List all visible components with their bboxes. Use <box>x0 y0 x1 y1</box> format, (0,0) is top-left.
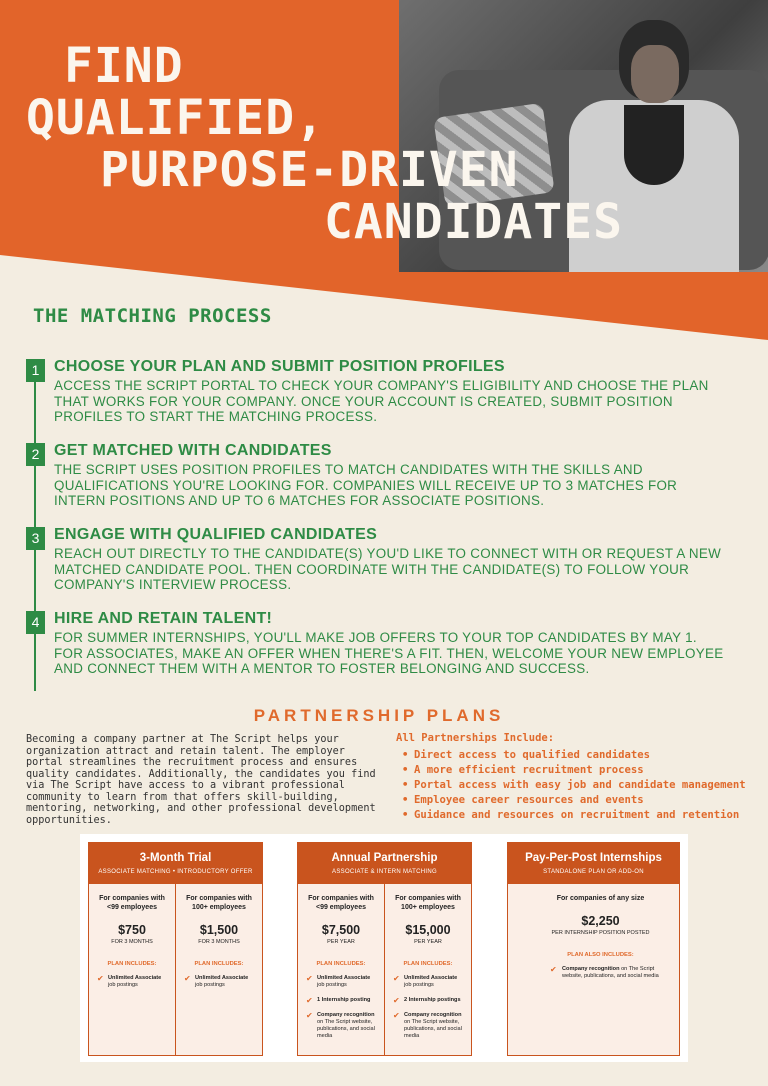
matching-process-title: THE MATCHING PROCESS <box>33 305 272 327</box>
plan-tier <box>89 884 175 1055</box>
hero-title-line: PURPOSE-DRIVEN <box>100 142 519 198</box>
includes-item: • Portal access with easy job and candidate management <box>396 778 756 793</box>
partnership-title-text: PARTNERSHIP PLANS <box>253 706 505 725</box>
tier-period: FOR 3 MONTHS <box>111 939 153 945</box>
tier-period: PER INTERNSHIP POSITION POSTED <box>551 930 650 936</box>
plan-tier <box>508 884 679 1055</box>
tier-audience: For companies with 100+ employees <box>395 895 461 911</box>
plan-header <box>298 843 471 884</box>
step-heading: HIRE AND RETAIN TALENT! <box>54 610 273 627</box>
step-4 <box>26 608 726 677</box>
step-number: 3 <box>26 527 45 550</box>
hero-title <box>0 40 768 248</box>
step-2 <box>26 440 726 509</box>
check-icon: ✔ <box>306 1011 313 1020</box>
tier-price: $7,500 <box>321 923 361 937</box>
tier-feature: ✔ Unlimited Associate job postings <box>97 974 162 988</box>
partnership-description: Becoming a company partner at The Script helps your organization attract and retain talent. The employer portal streamlines the recruitment process and ensures quality candidates. Additionally, the candidates you find via The Script have access to a vibrant professional community to learn from that offers skill-building, mentoring, networking, and other professional development opportunities. <box>26 734 376 826</box>
tier-audience: For companies of any size <box>556 895 645 902</box>
tier-includes-label: PLAN INCLUDES: <box>403 961 453 967</box>
hero-title-line: FIND <box>64 38 184 94</box>
tier-feature: ✔ Unlimited Associate job postings <box>393 974 458 988</box>
plan-header <box>508 843 679 884</box>
includes-heading: All Partnerships Include: <box>396 732 555 744</box>
step-1 <box>26 356 726 425</box>
step-number: 1 <box>26 359 45 382</box>
tier-feature: ✔ 1 Internship posting <box>306 996 371 1005</box>
step-number: 4 <box>26 611 45 634</box>
tier-includes-label: PLAN INCLUDES: <box>107 961 157 967</box>
tier-price: $750 <box>118 923 146 937</box>
tier-includes-label: PLAN INCLUDES: <box>194 961 244 967</box>
plan-header <box>89 843 262 884</box>
tier-period: PER YEAR <box>414 939 442 945</box>
plan-card-annual <box>297 842 472 1056</box>
includes-item: • Direct access to qualified candidates <box>396 748 756 763</box>
plan-card-pay-per-post <box>507 842 680 1056</box>
check-icon: ✔ <box>393 996 400 1005</box>
tier-audience: For companies with <99 employees <box>308 895 374 911</box>
tier-feature: ✔ 2 Internship postings <box>393 996 461 1005</box>
check-icon: ✔ <box>393 1011 400 1020</box>
check-icon: ✔ <box>306 974 313 983</box>
hero-banner <box>0 0 768 340</box>
tier-feature: ✔ Company recognition on The Script website, publications, and social media <box>306 1011 375 1039</box>
plan-subtitle: ASSOCIATE & INTERN MATCHING <box>332 869 437 875</box>
step-heading: GET MATCHED WITH CANDIDATES <box>54 442 332 459</box>
tier-includes-label: PLAN ALSO INCLUDES: <box>567 952 634 958</box>
check-icon: ✔ <box>97 974 104 983</box>
partnership-plans-title <box>0 706 768 726</box>
tier-price: $1,500 <box>199 923 239 937</box>
step-heading: CHOOSE YOUR PLAN AND SUBMIT POSITION PROFILES <box>54 358 505 375</box>
plan-card-trial <box>88 842 263 1056</box>
step-body: FOR SUMMER INTERNSHIPS, YOU'LL MAKE JOB OFFERS TO YOUR TOP CANDIDATES BY MAY 1. FOR ASSOCIATES, MAKE AN OFFER WHEN THERE'S A FIT. THEN, WELCOME YOUR NEW EMPLOYEE AND CONNECT THEM WITH A MENTOR TO FOSTER BELONGING AND SUCCESS. <box>54 630 724 676</box>
tier-includes-label: PLAN INCLUDES: <box>316 961 366 967</box>
plan-title: 3-Month Trial <box>139 852 212 864</box>
tier-audience: For companies with <99 employees <box>99 895 165 911</box>
tier-audience: For companies with 100+ employees <box>186 895 252 911</box>
tier-feature: ✔ Unlimited Associate job postings <box>184 974 249 988</box>
check-icon: ✔ <box>393 974 400 983</box>
plan-tier <box>384 884 471 1055</box>
plans-panel <box>80 834 688 1062</box>
step-body: ACCESS THE SCRIPT PORTAL TO CHECK YOUR COMPANY'S ELIGIBILITY AND CHOOSE THE PLAN THAT WORKS FOR YOUR COMPANY. ONCE YOUR ACCOUNT IS CREATED, SUBMIT POSITION PROFILES TO START THE MATCHING PROCESS. <box>54 378 709 424</box>
step-body: THE SCRIPT USES POSITION PROFILES TO MATCH CANDIDATES WITH THE SKILLS AND QUALIFICATIONS YOU'RE LOOKING FOR. COMPANIES WILL RECEIVE UP TO 3 MATCHES FOR INTERN POSITIONS AND UP TO 6 MATCHES FOR ASSOCIATE POSITIONS. <box>54 462 678 508</box>
tier-price: $15,000 <box>405 923 451 937</box>
plan-tier <box>175 884 262 1055</box>
plan-title: Pay-Per-Post Internships <box>525 852 662 864</box>
tier-feature: ✔ Company recognition on The Script website, publications, and social media <box>550 965 659 979</box>
step-body: REACH OUT DIRECTLY TO THE CANDIDATE(S) YOU'D LIKE TO CONNECT WITH OR REQUEST A NEW MATCHED CANDIDATE POOL. THEN COORDINATE WITH THE CANDIDATE(S) TO FOLLOW YOUR COMPANY'S INTERVIEW PROCESS. <box>54 546 722 592</box>
partnership-includes <box>396 732 756 823</box>
tier-price: $2,250 <box>581 914 620 928</box>
plan-title: Annual Partnership <box>331 852 438 864</box>
hero-title-line: CANDIDATES <box>324 194 623 250</box>
tier-period: FOR 3 MONTHS <box>198 939 240 945</box>
step-heading: ENGAGE WITH QUALIFIED CANDIDATES <box>54 526 378 543</box>
tier-period: PER YEAR <box>327 939 355 945</box>
tier-feature: ✔ Company recognition on The Script website, publications, and social media <box>393 1011 462 1039</box>
check-icon: ✔ <box>306 996 313 1005</box>
includes-item: • Employee career resources and events <box>396 793 756 808</box>
plan-subtitle: STANDALONE PLAN OR ADD-ON <box>543 869 644 875</box>
step-3 <box>26 524 726 593</box>
plan-tier <box>298 884 384 1055</box>
includes-item: • Guidance and resources on recruitment and retention <box>396 808 756 823</box>
hero-title-line: QUALIFIED, <box>26 90 325 146</box>
check-icon: ✔ <box>550 965 557 974</box>
step-number: 2 <box>26 443 45 466</box>
plan-subtitle: ASSOCIATE MATCHING • INTRODUCTORY OFFER <box>98 869 253 875</box>
tier-feature: ✔ Unlimited Associate job postings <box>306 974 371 988</box>
includes-item: • A more efficient recruitment process <box>396 763 756 778</box>
check-icon: ✔ <box>184 974 191 983</box>
